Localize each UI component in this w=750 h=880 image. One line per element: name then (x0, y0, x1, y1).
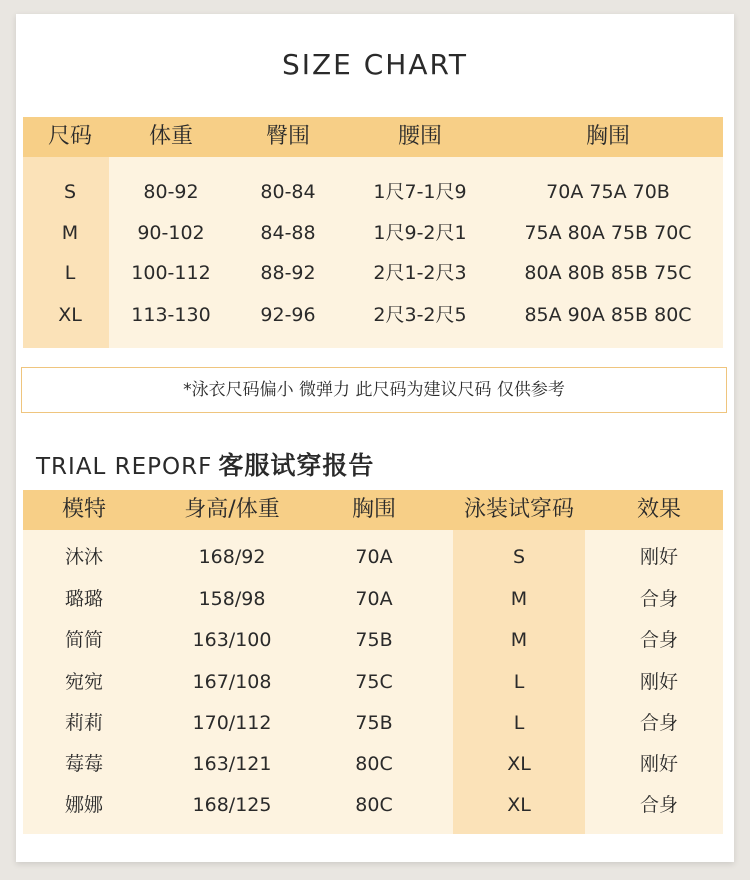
trial-cell-height-weight: 170/112 (192, 712, 272, 734)
size-cell-size: M (61, 222, 79, 244)
trial-cell-bust: 80C (355, 753, 393, 775)
size-cell-hip: 84-88 (260, 222, 316, 244)
header-bust: 胸围 (351, 497, 396, 522)
size-cell-waist: 2尺3-2尺5 (373, 304, 467, 326)
trial-title-en: TRIAL REPORF (36, 454, 213, 480)
trial-cell-model: 宛宛 (64, 671, 103, 693)
size-cell-size: XL (58, 304, 82, 326)
size-cell-waist: 2尺1-2尺3 (373, 262, 467, 284)
size-cell-hip: 80-84 (260, 181, 316, 203)
trial-cell-bust: 75B (355, 629, 393, 651)
size-cell-hip: 92-96 (260, 304, 316, 326)
size-cell-size: S (63, 181, 77, 203)
trial-cell-height-weight: 163/100 (192, 629, 272, 651)
trial-cell-model: 娜娜 (64, 794, 103, 816)
trial-cell-height-weight: 168/92 (198, 546, 266, 568)
trial-cell-effect: 合身 (639, 712, 678, 734)
trial-cell-bust: 70A (355, 588, 393, 610)
size-chart-table (23, 117, 723, 348)
trial-cell-effect: 刚好 (639, 546, 678, 568)
trial-cell-model: 沐沐 (64, 546, 103, 568)
size-cell-hip: 88-92 (260, 262, 316, 284)
size-cell-bust: 75A 80A 75B 70C (524, 222, 692, 244)
trial-cell-bust: 75C (355, 671, 393, 693)
trial-cell-effect: 刚好 (639, 671, 678, 693)
trial-report-table (23, 490, 723, 834)
trial-cell-trial-size: L (513, 671, 525, 693)
size-cell-bust: 85A 90A 85B 80C (524, 304, 692, 326)
trial-cell-model: 璐璐 (64, 588, 103, 610)
trial-cell-bust: 75B (355, 712, 393, 734)
size-cell-weight: 90-102 (137, 222, 205, 244)
size-cell-weight: 100-112 (131, 262, 211, 284)
size-cell-bust: 80A 80B 85B 75C (524, 262, 692, 284)
size-cell-bust: 70A 75A 70B (546, 181, 670, 203)
trial-cell-trial-size: M (510, 629, 528, 651)
trial-cell-trial-size: XL (507, 753, 531, 775)
header-effect: 效果 (636, 497, 681, 522)
size-note: *泳衣尺码偏小 微弹力 此尺码为建议尺码 仅供参考 (21, 367, 727, 413)
header-weight: 体重 (148, 124, 193, 149)
size-cell-weight: 80-92 (143, 181, 199, 203)
trial-cell-height-weight: 167/108 (192, 671, 272, 693)
trial-cell-height-weight: 158/98 (198, 588, 266, 610)
trial-cell-model: 简简 (64, 629, 103, 651)
header-bust: 胸围 (585, 124, 630, 149)
trial-cell-trial-size: M (510, 588, 528, 610)
trial-cell-bust: 70A (355, 546, 393, 568)
size-cell-waist: 1尺7-1尺9 (373, 181, 467, 203)
header-size: 尺码 (47, 124, 92, 149)
header-trial-size: 泳装试穿码 (463, 497, 574, 522)
trial-cell-model: 莉莉 (64, 712, 103, 734)
trial-cell-effect: 刚好 (639, 753, 678, 775)
header-waist: 腰围 (397, 124, 442, 149)
header-model: 模特 (61, 497, 106, 522)
size-cell-waist: 1尺9-2尺1 (373, 222, 467, 244)
trial-cell-bust: 80C (355, 794, 393, 816)
size-cell-weight: 113-130 (131, 304, 211, 326)
trial-cell-trial-size: S (512, 546, 526, 568)
trial-cell-trial-size: XL (507, 794, 531, 816)
trial-cell-model: 莓莓 (64, 753, 103, 775)
header-height-weight: 身高/体重 (184, 497, 280, 522)
trial-cell-effect: 合身 (639, 794, 678, 816)
trial-cell-effect: 合身 (639, 588, 678, 610)
header-hip: 臀围 (265, 124, 310, 149)
trial-title-cn: 客服试穿报告 (218, 451, 375, 480)
trial-cell-height-weight: 168/125 (192, 794, 272, 816)
trial-cell-height-weight: 163/121 (192, 753, 272, 775)
trial-cell-effect: 合身 (639, 629, 678, 651)
trial-report-title (36, 446, 374, 482)
page-title: SIZE CHART (281, 48, 469, 81)
trial-cell-trial-size: L (513, 712, 525, 734)
size-cell-size: L (64, 262, 76, 284)
